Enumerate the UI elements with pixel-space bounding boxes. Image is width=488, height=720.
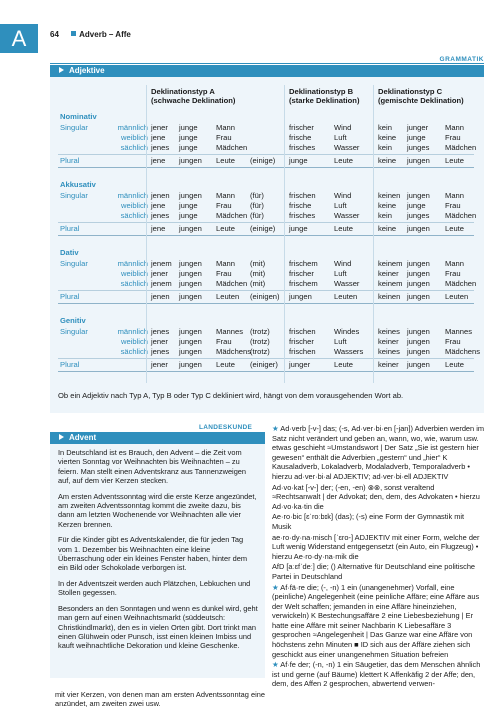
cell-type-c: Mädchen xyxy=(445,211,477,220)
running-head: Adverb – Affe xyxy=(79,30,131,39)
type-header: (starke Deklination) xyxy=(289,96,360,105)
row-divider xyxy=(58,290,474,291)
advent-paragraph: Besonders an den Sonntagen und wenn es dunkel wird, geht man gern auf einen Weihnachtsmarkt (süddeutsch: Christkindlmarkt), den es in vielen Orten gibt. Dort trinkt man einen Glühwein oder Punsch, isst einen kleinen Imbiss und kauft weihnachtliche Dekoration und kleine Geschenke. xyxy=(58,603,258,651)
cell-type-a: junge xyxy=(179,143,198,152)
advent-paragraph: Am ersten Adventssonntag wird die erste Kerze angezündet, am zweiten Adventssonntag kommt die zweite dazu, bis dann am letzten Wochenende vor Weihnachten alle vier Kerzen brennen. xyxy=(58,491,257,529)
cell-type-a: jungen xyxy=(179,347,202,356)
cell-type-a: Leute xyxy=(216,156,236,165)
cell-type-c: junger xyxy=(407,123,429,132)
cell-type-a: jener xyxy=(151,269,168,278)
cell-type-a: jungen xyxy=(179,191,202,200)
case-label: Akkusativ xyxy=(60,180,96,189)
cell-type-a: jene xyxy=(151,156,166,165)
advent-paragraph: In der Adventszeit werden auch Plätzchen, Lebkuchen und Stollen gegessen. xyxy=(58,578,251,598)
cell-type-c: jungen xyxy=(407,347,430,356)
cell-type-c: keiner xyxy=(378,360,399,369)
dictionary-column xyxy=(272,424,484,690)
cell-type-a: Leute xyxy=(216,224,236,233)
gender-label: männlich xyxy=(117,191,148,200)
case-label: Nominativ xyxy=(60,112,97,121)
cell-type-c: jungen xyxy=(407,327,430,336)
cell-type-c: Mann xyxy=(445,191,464,200)
cell-type-a: jenem xyxy=(151,279,172,288)
cell-type-c: Frau xyxy=(445,337,461,346)
cell-type-a: jenes xyxy=(151,327,170,336)
cell-type-a: jungen xyxy=(179,259,202,268)
cell-type-b: frisches xyxy=(289,211,316,220)
row-divider xyxy=(58,358,474,359)
cell-preposition: (für) xyxy=(250,191,264,200)
cell-preposition: (für) xyxy=(250,201,264,210)
cell-type-a: jungen xyxy=(179,269,202,278)
cell-preposition: (einigen) xyxy=(250,292,280,301)
cell-type-a: Mann xyxy=(216,259,235,268)
cell-type-c: Leute xyxy=(445,156,465,165)
cell-type-a: jungen xyxy=(179,279,202,288)
number-label: Singular xyxy=(60,191,88,200)
block-divider xyxy=(58,235,474,236)
cell-type-b: frisches xyxy=(289,143,316,152)
cell-type-b: frischen xyxy=(289,347,316,356)
cell-type-b: Luft xyxy=(334,201,347,210)
cell-type-b: frischem xyxy=(289,259,318,268)
cell-type-c: keine xyxy=(378,133,397,142)
type-header: Deklinationstyp B xyxy=(289,87,354,96)
cell-type-c: junge xyxy=(407,133,426,142)
cell-type-c: keiner xyxy=(378,269,399,278)
cell-type-a: jenes xyxy=(151,143,170,152)
cell-type-a: jene xyxy=(151,201,166,210)
cell-type-c: Mädchens xyxy=(445,347,481,356)
cell-type-b: Luft xyxy=(334,133,347,142)
divider xyxy=(50,63,484,64)
cell-type-a: Leuten xyxy=(216,292,240,301)
cell-type-b: junge xyxy=(289,224,308,233)
dictionary-entry: ae·ro·dy·na·misch [ˈɛro-] ADJEKTIV mit einer Form, welche der Luft wenig Widerstand entgegensetzt (ein Auto, ein Flugzeug) • hierzu Ae·ro·dy·na·mik die xyxy=(272,532,480,561)
cell-type-a: Leute xyxy=(216,360,236,369)
cell-type-a: jenem xyxy=(151,259,172,268)
cell-type-a: jenen xyxy=(151,292,170,301)
square-bullet-icon xyxy=(71,31,76,36)
advent-box-header xyxy=(50,432,265,444)
cell-preposition: (trotz) xyxy=(250,337,270,346)
cell-type-c: jungen xyxy=(407,191,430,200)
cell-type-a: jener xyxy=(151,337,168,346)
cell-type-c: keiner xyxy=(378,337,399,346)
cell-type-c: keine xyxy=(378,224,397,233)
cell-type-c: junges xyxy=(407,143,430,152)
cell-type-a: Mann xyxy=(216,191,235,200)
cell-type-c: keine xyxy=(378,201,397,210)
cell-type-a: Mädchen xyxy=(216,143,248,152)
cell-preposition: (trotz) xyxy=(250,347,270,356)
grammar-box-header xyxy=(50,65,484,77)
cell-type-a: Frau xyxy=(216,201,232,210)
section-label: GRAMMATIK xyxy=(439,56,484,63)
cell-type-b: Wasser xyxy=(334,279,360,288)
cell-type-c: kein xyxy=(378,211,392,220)
dictionary-entry: Ad·vo·kat [-v-] der; (-en, -en) ⊗⊗, sonst veraltend ≈Rechtsanwalt | der Advokat; den, dem, des Advokaten • hierzu Ad·vo·ka·tin die xyxy=(272,482,480,511)
cell-type-c: jungen xyxy=(407,156,430,165)
cell-preposition: (einige) xyxy=(250,224,276,233)
cell-type-c: Mann xyxy=(445,259,464,268)
cell-type-b: Wind xyxy=(334,123,352,132)
column-divider xyxy=(146,85,147,383)
cell-type-a: Mann xyxy=(216,123,235,132)
cell-type-c: Leute xyxy=(445,224,465,233)
cell-preposition: (einiger) xyxy=(250,360,278,369)
number-label: Plural xyxy=(60,156,80,165)
cell-type-a: Mannes xyxy=(216,327,244,336)
column-divider xyxy=(373,85,374,383)
number-label: Plural xyxy=(60,224,80,233)
number-label: Singular xyxy=(60,327,88,336)
cell-type-b: frische xyxy=(289,201,312,210)
cell-type-a: jungen xyxy=(179,156,202,165)
cell-type-a: jungen xyxy=(179,327,202,336)
section-letter: A xyxy=(11,26,27,51)
star-icon: ★ xyxy=(272,424,281,433)
gender-label: sächlich xyxy=(120,347,148,356)
cell-type-a: jene xyxy=(151,133,166,142)
case-label: Dativ xyxy=(60,248,79,257)
cell-type-b: junge xyxy=(289,156,308,165)
page-number: 64 xyxy=(50,30,59,39)
cell-type-c: kein xyxy=(378,143,392,152)
cell-type-c: Mädchen xyxy=(445,279,477,288)
cell-type-c: Frau xyxy=(445,201,461,210)
landeskunde-label: LANDESKUNDE xyxy=(199,424,253,431)
dictionary-entry: ★ Af·fä·re die; (-, -n) 1 ein (unangenehmer) Vorfall, eine (peinliche) Angelegenheit (eine peinliche Affäre; eine Affäre aus der Welt schaffen; jemanden in eine Affäre hineinziehen, verwickeln) K Bestechungsaffäre 2 eine Liebesbeziehung | Er hatte eine Affäre mit seiner Nachbarin K Liebesaffäre 3 gesprochen ≈Angelegenheit | Das Ganze war eine Affäre von höchstens zehn Minuten ■ ID sich aus der Affäre ziehen sich geschickt aus einer unangenehmen Situation befreien xyxy=(272,582,480,659)
cell-preposition: (einige) xyxy=(250,156,276,165)
cell-preposition: (für) xyxy=(250,211,264,220)
row-divider xyxy=(58,154,474,155)
cell-type-c: keinen xyxy=(378,292,401,301)
gender-label: weiblich xyxy=(120,337,148,346)
grammar-note: Ob ein Adjektiv nach Typ A, Typ B oder Typ C dekliniert wird, hängt von dem vorausgehenden Wort ab. xyxy=(58,391,404,400)
cell-type-a: jungen xyxy=(179,337,202,346)
cell-type-c: Frau xyxy=(445,269,461,278)
cell-type-a: jungen xyxy=(179,292,202,301)
cell-type-c: keinem xyxy=(378,279,403,288)
cell-type-b: Wassers xyxy=(334,347,364,356)
triangle-icon xyxy=(59,67,64,73)
cell-type-b: frischer xyxy=(289,337,314,346)
grammar-box xyxy=(50,65,484,413)
cell-type-b: Wind xyxy=(334,191,352,200)
cell-type-c: Mann xyxy=(445,123,464,132)
cell-type-b: frischer xyxy=(289,123,314,132)
cell-type-b: Luft xyxy=(334,337,347,346)
cell-type-c: Frau xyxy=(445,133,461,142)
gender-label: sächlich xyxy=(120,143,148,152)
cell-preposition: (trotz) xyxy=(250,327,270,336)
cell-type-a: jener xyxy=(151,360,168,369)
cell-type-b: Wasser xyxy=(334,143,360,152)
cell-type-b: frischer xyxy=(289,269,314,278)
cell-type-b: Wind xyxy=(334,259,352,268)
advent-paragraph: In Deutschland ist es Brauch, den Advent – die Zeit vom vierten Sonntag vor Weihnachten bis Weihnachten – zu feiern. Man stellt einen Adventskranz aus Tannenzweigen auf, auf dem vier Kerzen stecken. xyxy=(58,448,247,486)
column-divider xyxy=(284,85,285,383)
running-header xyxy=(50,30,131,39)
cell-type-a: jene xyxy=(151,224,166,233)
row-divider xyxy=(58,222,474,223)
cell-type-a: jenen xyxy=(151,191,170,200)
cell-type-b: Leuten xyxy=(334,292,358,301)
gender-label: sächlich xyxy=(120,279,148,288)
cell-type-c: jungen xyxy=(407,279,430,288)
triangle-icon xyxy=(59,434,64,440)
star-icon: ★ xyxy=(272,660,281,670)
type-header: (gemischte Deklination) xyxy=(378,96,464,105)
cell-type-a: Frau xyxy=(216,269,232,278)
cell-type-a: junge xyxy=(179,201,198,210)
cell-type-c: keinem xyxy=(378,259,403,268)
cell-type-a: junge xyxy=(179,211,198,220)
cell-type-c: jungen xyxy=(407,269,430,278)
cell-type-a: Mädchen xyxy=(216,279,248,288)
block-divider xyxy=(58,167,474,168)
cell-type-a: Frau xyxy=(216,337,232,346)
cell-type-c: Mannes xyxy=(445,327,473,336)
cell-type-a: Mädchens xyxy=(216,347,252,356)
cell-type-c: keines xyxy=(378,327,400,336)
block-divider xyxy=(58,371,474,372)
block-divider xyxy=(58,303,474,304)
type-header: (schwache Deklination) xyxy=(151,96,236,105)
cell-type-b: Leute xyxy=(334,224,354,233)
cell-type-c: kein xyxy=(378,123,392,132)
cell-preposition: (mit) xyxy=(250,259,266,268)
cell-type-a: jungen xyxy=(179,224,202,233)
type-header: Deklinationstyp C xyxy=(378,87,443,96)
cell-type-b: frischen xyxy=(289,327,316,336)
gender-label: männlich xyxy=(117,123,148,132)
cell-type-b: frischen xyxy=(289,191,316,200)
dictionary-entry: ★ Ad·verb [-v-] das; (-s, Ad·ver·bi·en [-jan]) Adverbien werden im Satz nicht verändert und geben an, wann, wo, wie, warum usw. etwas geschieht ≈Umstandswort | Der Satz „Sie ist gestern hier gewesen“ enthält die Adverbien „gestern“ und „hier“ K Kausaladverb, Lokaladverb, Modaladverb, Temporaladverb • hierzu ad·ver·bi·al ADJEKTIV; ad·ver·bi·ell ADJEKTIV xyxy=(272,424,485,481)
dictionary-entry: Ae·ro·bic [ɛˈroːbɪk] (das); (-s) eine Form der Gymnastik mit Musik xyxy=(272,512,465,531)
cell-type-c: keines xyxy=(378,347,400,356)
number-label: Singular xyxy=(60,259,88,268)
gender-label: männlich xyxy=(117,259,148,268)
cell-type-c: jungen xyxy=(407,224,430,233)
cell-type-c: Mädchen xyxy=(445,143,477,152)
gender-label: weiblich xyxy=(120,133,148,142)
cell-type-b: Luft xyxy=(334,269,347,278)
case-label: Genitiv xyxy=(60,316,86,325)
cell-type-a: Frau xyxy=(216,133,232,142)
cell-type-a: jungen xyxy=(179,360,202,369)
number-label: Plural xyxy=(60,360,80,369)
cell-type-c: jungen xyxy=(407,259,430,268)
cell-type-c: jungen xyxy=(407,337,430,346)
cell-type-b: Windes xyxy=(334,327,360,336)
cell-type-a: jenes xyxy=(151,211,170,220)
star-icon: ★ xyxy=(272,582,281,592)
dictionary-entry: AfD [aːɛfˈdeː] die; () Alternative für Deutschland eine politische Partei in Deutschland xyxy=(272,562,476,581)
cell-preposition: (mit) xyxy=(250,279,266,288)
cell-type-b: frische xyxy=(289,133,312,142)
cell-type-a: jener xyxy=(151,123,168,132)
cell-type-b: frischem xyxy=(289,279,318,288)
cell-type-b: jungen xyxy=(289,292,312,301)
type-header: Deklinationstyp A xyxy=(151,87,215,96)
gender-label: männlich xyxy=(117,327,148,336)
cell-type-c: jungen xyxy=(407,292,430,301)
cell-type-c: keinen xyxy=(378,191,401,200)
number-label: Singular xyxy=(60,123,88,132)
number-label: Plural xyxy=(60,292,80,301)
cell-type-b: Leute xyxy=(334,360,354,369)
cell-type-c: Leuten xyxy=(445,292,469,301)
cell-type-c: junges xyxy=(407,211,430,220)
cell-type-b: junger xyxy=(289,360,311,369)
cell-type-a: junge xyxy=(179,123,198,132)
gender-label: sächlich xyxy=(120,211,148,220)
cell-preposition: (mit) xyxy=(250,269,266,278)
cell-type-c: junge xyxy=(407,201,426,210)
advent-title: Advent xyxy=(69,433,97,442)
gender-label: weiblich xyxy=(120,269,148,278)
advent-paragraph: Für die Kinder gibt es Adventskalender, die für jeden Tag vom 1. Dezember bis Weihnachten eine kleine Überraschung oder ein kleines Fenster haben, hinter dem ein Bild oder Schokolade verborgen ist. xyxy=(58,535,247,573)
cell-type-c: keine xyxy=(378,156,397,165)
continued-entry-text: mit vier Kerzen, von denen man am ersten Adventssonntag eine anzündet, am zweiten zwei usw. xyxy=(55,690,265,709)
advent-box xyxy=(50,432,265,678)
cell-type-a: jenes xyxy=(151,347,170,356)
cell-type-b: Wasser xyxy=(334,211,360,220)
cell-type-b: Leute xyxy=(334,156,354,165)
cell-type-c: jungen xyxy=(407,360,430,369)
cell-type-a: Mädchen xyxy=(216,211,248,220)
dictionary-entry: ★ Af·fe der; (-n, -n) 1 ein Säugetier, das dem Menschen ähnlich ist und gerne (auf Bäume) klettert K Affenkäfig 2 der Affe; den, dem, des Affen 2 gesprochen, abwertend verwen- xyxy=(272,660,481,689)
section-letter-tab xyxy=(0,24,38,53)
cell-type-c: Leute xyxy=(445,360,465,369)
grammar-title: Adjektive xyxy=(69,66,105,75)
cell-type-a: junge xyxy=(179,133,198,142)
gender-label: weiblich xyxy=(120,201,148,210)
